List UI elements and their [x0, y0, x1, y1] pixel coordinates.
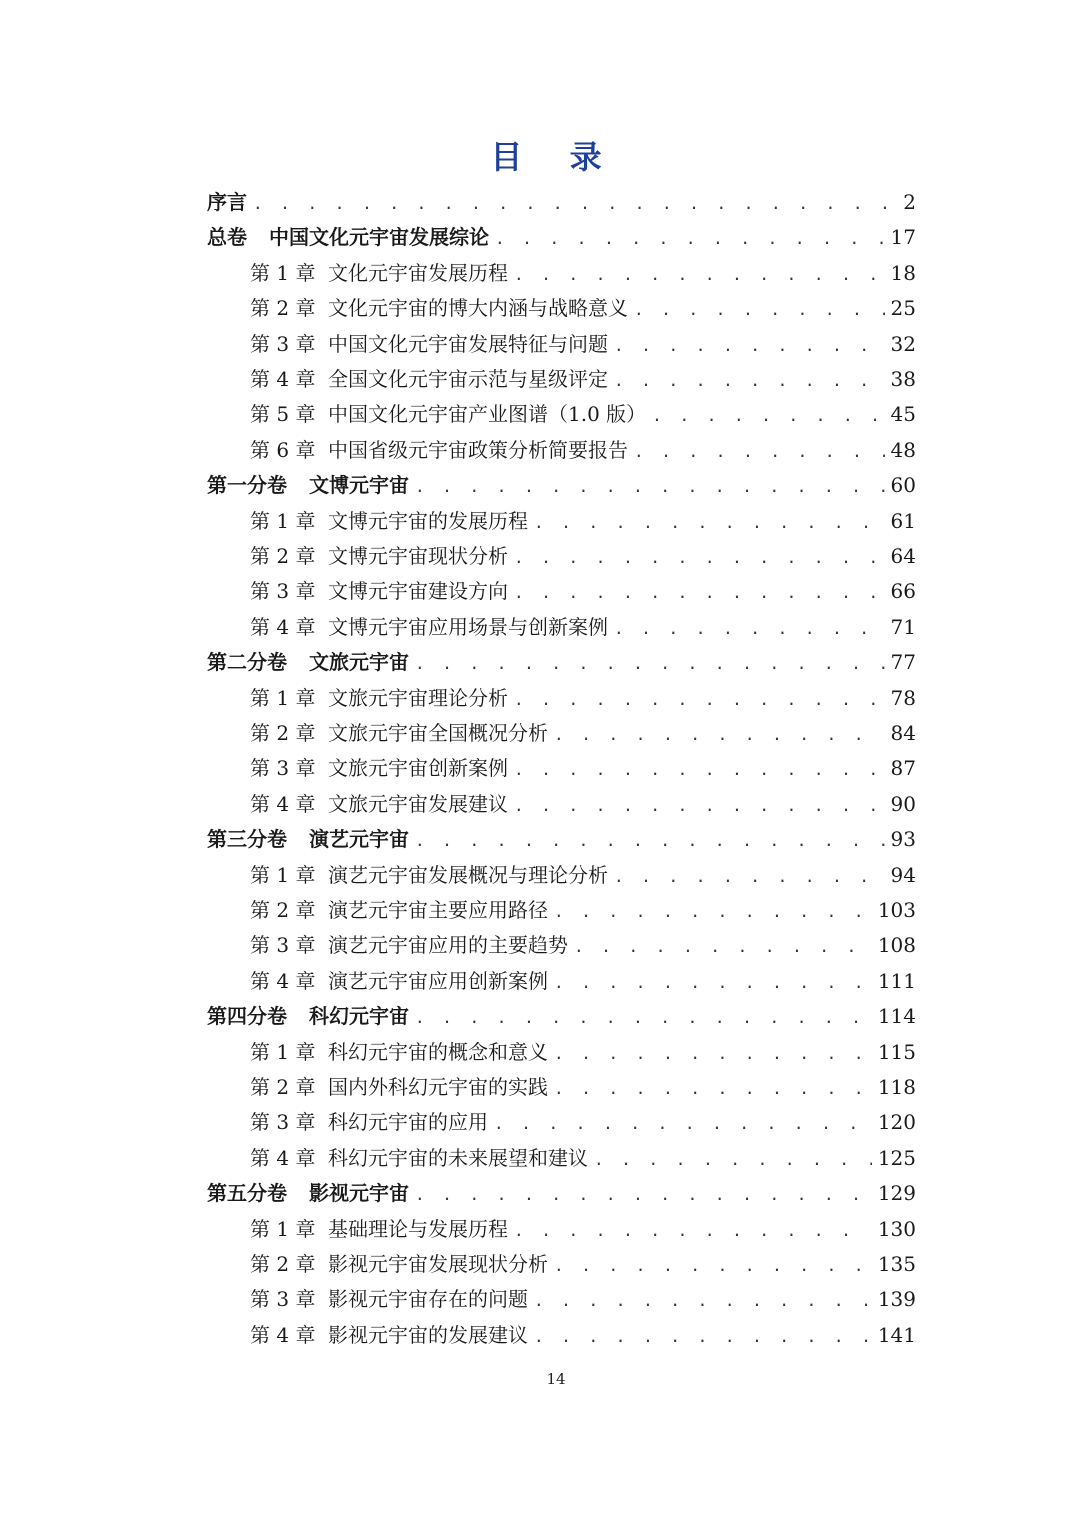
toc-chapter-entry[interactable]	[250, 1035, 916, 1070]
entry-text: 科幻元宇宙的应用	[328, 1110, 488, 1135]
chapter-number: 第 2 章	[250, 544, 316, 568]
entry-text: 中国文化元宇宙产业图谱（1.0 版）	[328, 402, 647, 427]
dot-leader	[534, 505, 885, 540]
dot-leader	[554, 894, 872, 929]
chapter-number: 第 3 章	[250, 1110, 316, 1135]
toc-entry-title	[207, 468, 409, 503]
entry-text: 科幻元宇宙的未来展望和建议	[328, 1145, 588, 1170]
entry-text: 文旅元宇宙发展建议	[328, 791, 508, 816]
entry-text: 文博元宇宙建设方向	[328, 579, 508, 604]
entry-text: 影视元宇宙发展现状分析	[328, 1252, 548, 1276]
chapter-number: 第 4 章	[250, 614, 316, 639]
chapter-number: 第 2 章	[250, 898, 316, 922]
toc-entry-title	[250, 291, 628, 326]
chapter-number: 第 1 章	[250, 508, 316, 533]
dot-leader	[614, 328, 885, 363]
toc-entry-title	[250, 1247, 548, 1282]
dot-leader	[534, 1283, 872, 1318]
toc-entry-title	[250, 504, 528, 539]
toc-entry-title	[250, 574, 508, 609]
entry-text: 国内外科幻元宇宙的实践	[328, 1075, 548, 1099]
toc-entry-title	[250, 1105, 488, 1140]
dot-leader	[554, 1248, 872, 1283]
toc-chapter-entry[interactable]	[250, 1212, 916, 1247]
toc-page-number: 115	[877, 1039, 916, 1064]
entry-text: 文旅元宇宙全国概况分析	[328, 721, 548, 745]
dot-leader	[514, 257, 885, 292]
volume-number: 第一分卷	[207, 473, 287, 498]
volume-number: 第二分卷	[207, 650, 287, 675]
chapter-number: 第 3 章	[250, 1287, 316, 1312]
toc-entry-title	[207, 1176, 409, 1211]
toc-chapter-entry[interactable]	[250, 256, 916, 291]
entry-text: 演艺元宇宙应用创新案例	[328, 968, 548, 993]
toc-page-number: 90	[890, 791, 916, 816]
toc-page-number: 77	[890, 650, 916, 675]
toc-page-number: 111	[877, 968, 916, 993]
entry-text: 文旅元宇宙创新案例	[328, 756, 508, 781]
dot-leader	[594, 1142, 872, 1177]
toc-page-number: 48	[890, 437, 916, 462]
entry-text: 文化元宇宙发展历程	[328, 260, 508, 285]
toc-chapter-entry[interactable]	[250, 751, 916, 786]
toc-chapter-entry[interactable]	[250, 1318, 916, 1353]
dot-leader	[514, 1213, 872, 1248]
toc-page-number: 17	[890, 225, 916, 250]
volume-number: 第四分卷	[207, 1004, 287, 1029]
dot-leader	[514, 682, 885, 717]
chapter-number: 第 4 章	[250, 791, 316, 816]
toc-entry-title	[250, 751, 508, 786]
entry-text: 文博元宇宙现状分析	[328, 544, 508, 568]
volume-number: 第五分卷	[207, 1181, 287, 1206]
dot-leader	[554, 965, 872, 1000]
entry-text: 中国省级元宇宙政策分析简要报告	[328, 437, 628, 462]
toc-entry-title	[250, 362, 608, 397]
toc-entry-title	[207, 999, 409, 1034]
toc-page-number: 130	[877, 1216, 916, 1241]
toc-chapter-entry[interactable]	[250, 362, 916, 397]
entry-text: 文博元宇宙的发展历程	[328, 508, 528, 533]
chapter-number: 第 1 章	[250, 862, 316, 887]
dot-leader	[514, 575, 885, 610]
dot-leader	[554, 717, 885, 752]
toc-chapter-entry[interactable]	[250, 787, 916, 822]
chapter-number: 第 4 章	[250, 1145, 316, 1170]
dot-leader	[514, 788, 885, 823]
toc-entry-title	[250, 256, 508, 291]
toc-page-number: 78	[890, 685, 916, 710]
toc-entry-title	[250, 858, 608, 893]
toc-chapter-entry[interactable]	[250, 574, 916, 609]
dot-leader	[634, 434, 885, 469]
chapter-number: 第 3 章	[250, 933, 316, 958]
chapter-number: 第 1 章	[250, 260, 316, 285]
dot-leader	[415, 646, 885, 681]
dot-leader	[634, 292, 885, 327]
toc-entry-title	[250, 1035, 548, 1070]
toc-entry-title	[250, 1318, 528, 1353]
entry-text: 演艺元宇宙发展概况与理论分析	[328, 862, 608, 887]
dot-leader	[652, 398, 884, 433]
toc-chapter-entry[interactable]	[250, 964, 916, 999]
page-title: 目 录	[490, 138, 620, 176]
chapter-number: 第 3 章	[250, 331, 316, 356]
chapter-number: 第 2 章	[250, 1075, 316, 1099]
toc-entry-title	[250, 539, 508, 574]
entry-text: 文旅元宇宙理论分析	[328, 685, 508, 710]
toc-page-number: 18	[890, 260, 916, 285]
dot-leader	[554, 1036, 872, 1071]
entry-text: 影视元宇宙存在的问题	[328, 1287, 528, 1312]
toc-entry-title	[250, 1141, 588, 1176]
toc-entry-title	[250, 787, 508, 822]
toc-page-number: 114	[877, 1004, 916, 1029]
toc-chapter-entry[interactable]	[250, 539, 916, 574]
toc-page-number: 108	[877, 933, 916, 958]
volume-number: 第三分卷	[207, 827, 287, 852]
entry-text: 全国文化元宇宙示范与星级评定	[328, 367, 608, 391]
toc-volume-entry[interactable]	[207, 220, 916, 255]
page-number: 14	[546, 1370, 566, 1388]
toc-chapter-entry[interactable]	[250, 716, 916, 751]
toc-page-number: 61	[890, 508, 916, 533]
toc-entry-title	[207, 185, 247, 220]
entry-text: 文博元宇宙应用场景与创新案例	[328, 614, 608, 639]
dot-leader	[614, 859, 885, 894]
entry-text: 科幻元宇宙的概念和意义	[328, 1039, 548, 1064]
chapter-number: 第 3 章	[250, 579, 316, 604]
toc-chapter-entry[interactable]	[250, 1282, 916, 1317]
toc-entry-title	[207, 822, 409, 857]
chapter-number: 第 5 章	[250, 402, 316, 427]
toc-entry-title	[250, 1070, 548, 1105]
entry-text: 文旅元宇宙	[309, 650, 409, 675]
toc-page-number: 64	[890, 544, 916, 568]
toc-page-number: 118	[877, 1075, 916, 1099]
toc-page-number: 139	[877, 1287, 916, 1312]
chapter-number: 第 2 章	[250, 296, 316, 321]
dot-leader	[614, 611, 885, 646]
toc-entry-title	[250, 964, 548, 999]
toc-page-number: 71	[890, 614, 916, 639]
dot-leader	[415, 1177, 872, 1212]
chapter-number: 第 3 章	[250, 756, 316, 781]
toc-page-number: 125	[877, 1145, 916, 1170]
toc-volume-entry[interactable]	[207, 185, 916, 220]
entry-text: 序言	[207, 190, 247, 214]
toc-entry-title	[250, 397, 646, 432]
toc-chapter-entry[interactable]	[250, 681, 916, 716]
dot-leader	[554, 1071, 872, 1106]
toc-entry-title	[207, 220, 489, 255]
entry-text: 演艺元宇宙主要应用路径	[328, 898, 548, 922]
entry-text: 文博元宇宙	[309, 473, 409, 498]
toc-entry-title	[250, 716, 548, 751]
toc-page-number: 135	[877, 1252, 916, 1276]
dot-leader	[514, 540, 885, 575]
dot-leader	[495, 221, 885, 256]
dot-leader	[514, 752, 885, 787]
toc-page-number: 93	[890, 827, 916, 852]
toc-volume-entry[interactable]	[207, 1176, 916, 1211]
toc-volume-entry[interactable]	[207, 822, 916, 857]
entry-text: 文化元宇宙的博大内涵与战略意义	[328, 296, 628, 321]
toc-chapter-entry[interactable]	[250, 291, 916, 326]
toc-chapter-entry[interactable]	[250, 1141, 916, 1176]
chapter-number: 第 1 章	[250, 1216, 316, 1241]
toc-volume-entry[interactable]	[207, 999, 916, 1034]
toc-page-number: 103	[877, 898, 916, 922]
toc-chapter-entry[interactable]	[250, 1105, 916, 1140]
dot-leader	[614, 363, 885, 398]
toc-page-number: 45	[890, 402, 916, 427]
toc-chapter-entry[interactable]	[250, 1247, 916, 1282]
toc-chapter-entry[interactable]	[250, 504, 916, 539]
entry-text: 影视元宇宙	[309, 1181, 409, 1206]
chapter-number: 第 1 章	[250, 1039, 316, 1064]
entry-text: 科幻元宇宙	[309, 1004, 409, 1029]
toc-volume-entry[interactable]	[207, 468, 916, 503]
toc-chapter-entry[interactable]	[250, 610, 916, 645]
toc-chapter-entry[interactable]	[250, 1070, 916, 1105]
toc-chapter-entry[interactable]	[250, 893, 916, 928]
chapter-number: 第 6 章	[250, 437, 316, 462]
entry-text: 中国文化元宇宙发展特征与问题	[328, 331, 608, 356]
toc-entry-title	[250, 681, 508, 716]
chapter-number: 第 4 章	[250, 1322, 316, 1347]
toc-page-number: 129	[877, 1181, 916, 1206]
toc-entry-title	[250, 433, 628, 468]
chapter-number: 第 2 章	[250, 721, 316, 745]
entry-text: 演艺元宇宙应用的主要趋势	[328, 933, 568, 958]
toc-page-number: 94	[890, 862, 916, 887]
dot-leader	[253, 186, 897, 221]
toc-page-number: 38	[890, 367, 916, 391]
toc-volume-entry[interactable]	[207, 645, 916, 680]
dot-leader	[415, 1000, 872, 1035]
dot-leader	[415, 469, 885, 504]
toc-chapter-entry[interactable]	[250, 433, 916, 468]
toc-page-number: 25	[890, 296, 916, 321]
toc-entry-title	[250, 1212, 508, 1247]
toc-page-number: 87	[890, 756, 916, 781]
entry-text: 中国文化元宇宙发展综论	[269, 225, 489, 250]
toc-entry-title	[250, 1282, 528, 1317]
toc-chapter-entry[interactable]	[250, 928, 916, 963]
entry-text: 影视元宇宙的发展建议	[328, 1322, 528, 1347]
dot-leader	[494, 1106, 872, 1141]
toc-page-number: 2	[903, 190, 916, 214]
toc-entry-title	[250, 610, 608, 645]
toc-page-number: 120	[877, 1110, 916, 1135]
entry-text: 基础理论与发展历程	[328, 1216, 508, 1241]
chapter-number: 第 2 章	[250, 1252, 316, 1276]
entry-text: 演艺元宇宙	[309, 827, 409, 852]
toc-entry-title	[250, 928, 568, 963]
toc-entry-title	[250, 893, 548, 928]
toc-chapter-entry[interactable]	[250, 858, 916, 893]
toc-page-number: 60	[890, 473, 916, 498]
toc-page-number: 32	[890, 331, 916, 356]
chapter-number: 第 1 章	[250, 685, 316, 710]
dot-leader	[534, 1319, 872, 1354]
toc-page-number: 141	[877, 1322, 916, 1347]
volume-number: 总卷	[207, 225, 247, 250]
toc-entry-title	[250, 327, 608, 362]
dot-leader	[415, 823, 885, 858]
toc-entry-title	[207, 645, 409, 680]
toc-page-number: 66	[890, 579, 916, 604]
toc-chapter-entry[interactable]	[250, 327, 916, 362]
chapter-number: 第 4 章	[250, 968, 316, 993]
toc-page-number: 84	[890, 721, 916, 745]
dot-leader	[574, 929, 872, 964]
toc-chapter-entry[interactable]	[250, 397, 916, 432]
chapter-number: 第 4 章	[250, 367, 316, 391]
